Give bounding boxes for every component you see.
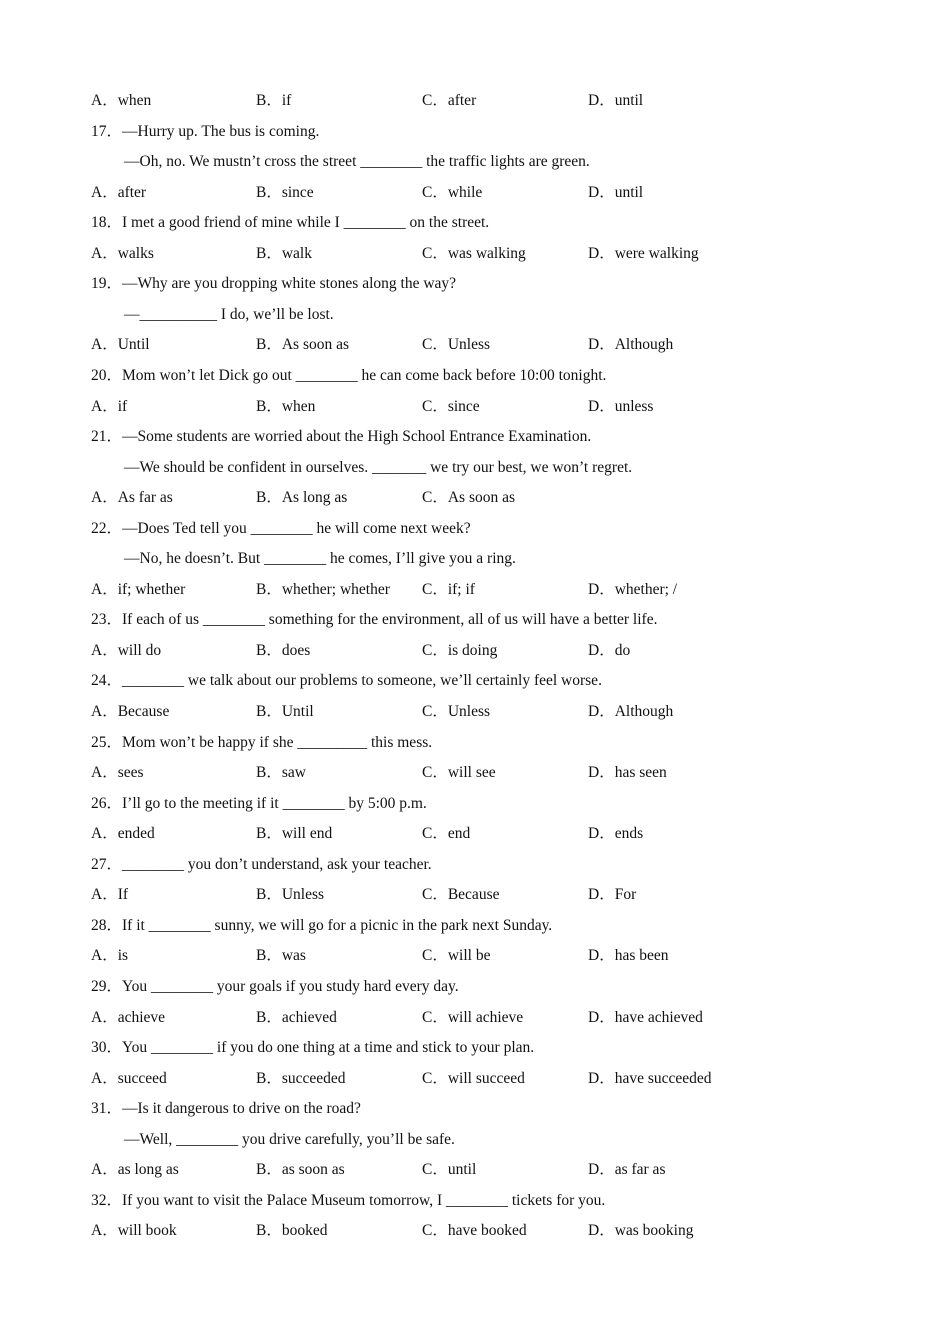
option-b: B．booked (256, 1222, 328, 1239)
option-a: A．walks (91, 245, 154, 262)
option-b: B．Until (256, 703, 314, 720)
option-b: B．if (256, 92, 292, 109)
option-c: C．will be (422, 947, 491, 964)
option-d: D．was booking (588, 1222, 694, 1239)
question-line: 17．—Hurry up. The bus is coming. (91, 123, 320, 140)
option-b: B．when (256, 398, 316, 415)
option-row (91, 335, 851, 355)
option-d: D．For (588, 886, 637, 903)
option-c: C．will achieve (422, 1009, 524, 1026)
option-b: B．Unless (256, 886, 325, 903)
option-a: A．is (91, 947, 129, 964)
option-a: A．if; whether (91, 581, 186, 598)
option-d: D．as far as (588, 1161, 666, 1178)
option-c: C．while (422, 184, 483, 201)
option-c: C．will succeed (422, 1070, 525, 1087)
option-c: C．until (422, 1161, 477, 1178)
option-d: D．until (588, 92, 644, 109)
question-line: 28．If it ________ sunny, we will go for a picnic in the park next Sunday. (91, 917, 553, 934)
question-line: 18．I met a good friend of mine while I ________ on the street. (91, 214, 490, 231)
option-row (91, 91, 851, 111)
option-d: D．Although (588, 703, 674, 720)
option-row (91, 1221, 851, 1241)
option-c: C．Unless (422, 336, 491, 353)
option-c: C．after (422, 92, 477, 109)
option-a: A．achieve (91, 1009, 166, 1026)
option-a: A．when (91, 92, 152, 109)
question-line: 23．If each of us ________ something for the environment, all of us will have a better life. (91, 611, 658, 628)
question-reply-line: —Oh, no. We mustn’t cross the street ________ the traffic lights are green. (124, 153, 590, 170)
question-reply-line: —No, he doesn’t. But ________ he comes, I’ll give you a ring. (124, 550, 516, 567)
question-line: 32．If you want to visit the Palace Museum tomorrow, I ________ tickets for you. (91, 1192, 606, 1209)
option-row (91, 763, 851, 783)
option-a: A．ended (91, 825, 155, 842)
option-b: B．walk (256, 245, 312, 262)
option-c: C．if; if (422, 581, 475, 598)
option-row (91, 488, 851, 508)
option-b: B．will end (256, 825, 333, 842)
question-line: 22．—Does Ted tell you ________ he will come next week? (91, 520, 471, 537)
option-b: B．whether; whether (256, 581, 390, 598)
option-d: D．do (588, 642, 631, 659)
question-line: 21．—Some students are worried about the High School Entrance Examination. (91, 428, 592, 445)
option-b: B．since (256, 184, 314, 201)
option-b: B．was (256, 947, 306, 964)
option-a: A．will do (91, 642, 162, 659)
option-c: C．was walking (422, 245, 526, 262)
option-row (91, 580, 851, 600)
option-d: D．whether; / (588, 581, 678, 598)
option-b: B．as soon as (256, 1161, 345, 1178)
option-b: B．succeeded (256, 1070, 346, 1087)
option-a: A．if (91, 398, 128, 415)
option-row (91, 1160, 851, 1180)
question-reply-line: —We should be confident in ourselves. _______ we try our best, we won’t regret. (124, 459, 633, 476)
option-d: D．until (588, 184, 644, 201)
option-d: D．have succeeded (588, 1070, 712, 1087)
option-a: A．Until (91, 336, 150, 353)
option-b: B．As long as (256, 489, 348, 506)
option-row (91, 641, 851, 661)
option-c: C．Because (422, 886, 500, 903)
option-d: D．have achieved (588, 1009, 703, 1026)
question-line: 27．________ you don’t understand, ask your teacher. (91, 856, 432, 873)
option-c: C．will see (422, 764, 496, 781)
question-line: 25．Mom won’t be happy if she _________ this mess. (91, 734, 433, 751)
option-d: D．were walking (588, 245, 699, 262)
option-c: C．have booked (422, 1222, 527, 1239)
option-b: B．saw (256, 764, 306, 781)
option-row (91, 397, 851, 417)
option-a: A．sees (91, 764, 144, 781)
option-row (91, 885, 851, 905)
option-d: D．unless (588, 398, 654, 415)
option-row (91, 244, 851, 264)
option-c: C．since (422, 398, 480, 415)
option-b: B．does (256, 642, 311, 659)
question-line: 26．I’ll go to the meeting if it ________ by 5:00 p.m. (91, 795, 427, 812)
option-a: A．will book (91, 1222, 177, 1239)
question-line: 24．________ we talk about our problems to someone, we’ll certainly feel worse. (91, 672, 602, 689)
question-line: 31．—Is it dangerous to drive on the road? (91, 1100, 361, 1117)
option-d: D．Although (588, 336, 674, 353)
option-row (91, 1008, 851, 1028)
option-row (91, 702, 851, 722)
question-reply-line: —__________ I do, we’ll be lost. (124, 306, 334, 323)
option-c: C．end (422, 825, 471, 842)
question-reply-line: —Well, ________ you drive carefully, you’ll be safe. (124, 1131, 455, 1148)
option-row (91, 946, 851, 966)
question-line: 19．—Why are you dropping white stones along the way? (91, 275, 457, 292)
question-line: 30．You ________ if you do one thing at a time and stick to your plan. (91, 1039, 535, 1056)
option-c: C．As soon as (422, 489, 516, 506)
option-row (91, 183, 851, 203)
option-row (91, 1069, 851, 1089)
option-d: D．has seen (588, 764, 667, 781)
option-a: A．As far as (91, 489, 173, 506)
option-b: B．achieved (256, 1009, 337, 1026)
option-d: D．ends (588, 825, 644, 842)
question-line: 20．Mom won’t let Dick go out ________ he can come back before 10:00 tonight. (91, 367, 607, 384)
option-c: C．is doing (422, 642, 498, 659)
option-b: B．As soon as (256, 336, 350, 353)
option-a: A．as long as (91, 1161, 179, 1178)
question-line: 29．You ________ your goals if you study hard every day. (91, 978, 459, 995)
option-a: A．succeed (91, 1070, 167, 1087)
option-d: D．has been (588, 947, 669, 964)
option-a: A．Because (91, 703, 170, 720)
option-a: A．after (91, 184, 147, 201)
option-row (91, 824, 851, 844)
option-a: A．If (91, 886, 129, 903)
option-c: C．Unless (422, 703, 491, 720)
